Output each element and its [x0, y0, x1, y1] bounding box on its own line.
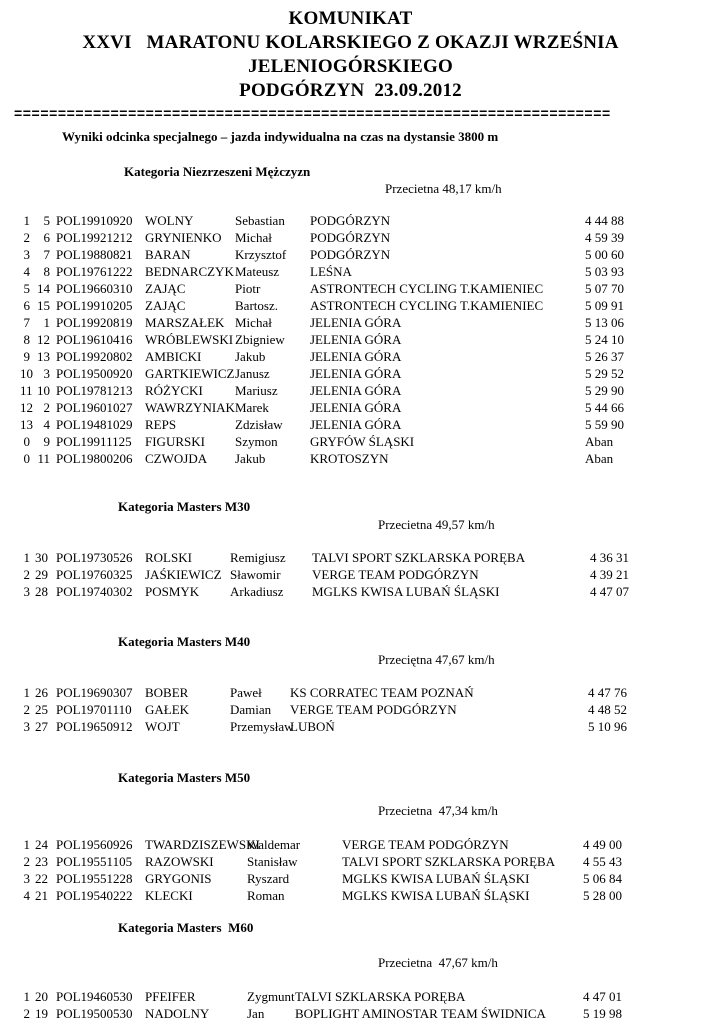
first-name-cell: Stanisław: [247, 854, 298, 869]
club-cell: JELENIA GÓRA: [310, 417, 402, 432]
surname-cell: WRÓBLEWSKI: [145, 332, 234, 347]
bib-number-cell: 12: [37, 332, 50, 347]
time-cell: 5 09 91: [585, 298, 624, 313]
club-cell: JELENIA GÓRA: [310, 332, 402, 347]
first-name-cell: Michał: [235, 230, 272, 245]
category-title: Kategoria Niezrzeszeni Mężczyzn: [124, 164, 311, 179]
separator-rule: ====================================================================: [14, 105, 611, 121]
time-cell: 5 03 93: [585, 264, 624, 279]
position-cell: 7: [23, 315, 30, 330]
club-cell: KROTOSZYN: [310, 451, 389, 466]
surname-cell: PFEIFER: [145, 989, 196, 1004]
license-id-cell: POL19650912: [56, 719, 133, 734]
first-name-cell: Paweł: [230, 685, 262, 700]
license-id-cell: POL19920802: [56, 349, 133, 364]
position-cell: 2: [23, 567, 30, 582]
club-cell: VERGE TEAM PODGÓRZYN: [312, 567, 479, 582]
bib-number-cell: 26: [35, 685, 48, 700]
club-cell: ASTRONTECH CYCLING T.KAMIENIEC: [310, 281, 544, 296]
time-cell: 5 07 70: [585, 281, 624, 296]
first-name-cell: Mariusz: [235, 383, 278, 398]
result-row: [20, 719, 680, 736]
club-cell: PODGÓRZYN: [310, 213, 391, 228]
result-row: [20, 366, 680, 383]
result-row: [20, 871, 680, 888]
first-name-cell: Ryszard: [247, 871, 290, 886]
bib-number-cell: 21: [35, 888, 48, 903]
result-row: [20, 281, 680, 298]
position-cell: 11: [20, 383, 33, 398]
time-cell: 4 44 88: [585, 213, 624, 228]
result-row: [20, 685, 680, 702]
result-row: [20, 567, 680, 584]
position-cell: 13: [20, 417, 33, 432]
category-title: Kategoria Masters M40: [118, 634, 251, 649]
first-name-cell: Michał: [235, 315, 272, 330]
time-cell: 4 49 00: [583, 837, 622, 852]
position-cell: 0: [23, 451, 30, 466]
first-name-cell: Zygmunt: [247, 989, 295, 1004]
surname-cell: AMBICKI: [145, 349, 202, 364]
surname-cell: WOJT: [145, 719, 180, 734]
position-cell: 3: [23, 247, 30, 262]
license-id-cell: POL19911125: [56, 434, 132, 449]
club-cell: TALVI SPORT SZKLARSKA PORĘBA: [312, 550, 526, 565]
bib-number-cell: 2: [43, 400, 50, 415]
bib-number-cell: 10: [37, 383, 50, 398]
surname-cell: ROLSKI: [145, 550, 192, 565]
position-cell: 1: [23, 989, 30, 1004]
result-row: [20, 349, 680, 366]
result-row: [20, 888, 680, 905]
time-cell: 5 00 60: [585, 247, 624, 262]
surname-cell: ZAJĄC: [145, 298, 186, 313]
position-cell: 4: [23, 888, 30, 903]
license-id-cell: POL19910920: [56, 213, 133, 228]
surname-cell: WAWRZYNIAK: [145, 400, 235, 415]
first-name-cell: Przemysław: [230, 719, 294, 734]
license-id-cell: POL19761222: [56, 264, 133, 279]
club-cell: JELENIA GÓRA: [310, 383, 402, 398]
category-title: Kategoria Masters M30: [118, 499, 251, 514]
bib-number-cell: 9: [43, 434, 50, 449]
category-title: Kategoria Masters M60: [118, 920, 254, 935]
first-name-cell: Zbigniew: [235, 332, 285, 347]
bib-number-cell: 19: [35, 1006, 48, 1021]
result-row: [20, 989, 680, 1006]
license-id-cell: POL19601027: [56, 400, 133, 415]
position-cell: 2: [23, 854, 30, 869]
first-name-cell: Szymon: [235, 434, 278, 449]
event-title: XXVI MARATONU KOLARSKIEGO Z OKAZJI WRZEŚNIA: [82, 32, 619, 53]
event-place-date: PODGÓRZYN 23.09.2012: [239, 80, 462, 101]
first-name-cell: Jakub: [235, 349, 266, 364]
bib-number-cell: 1: [43, 315, 50, 330]
surname-cell: RÓŻYCKI: [145, 383, 203, 398]
surname-cell: JAŚKIEWICZ: [145, 567, 222, 582]
doc-title: KOMUNIKAT: [288, 8, 413, 29]
first-name-cell: Damian: [230, 702, 272, 717]
license-id-cell: POL19481029: [56, 417, 133, 432]
position-cell: 6: [23, 298, 30, 313]
result-row: [20, 213, 680, 230]
average-speed: Przecietna 47,34 km/h: [378, 803, 498, 818]
time-cell: 5 24 10: [585, 332, 624, 347]
event-title-cont: JELENIOGÓRSKIEGO: [248, 56, 453, 77]
first-name-cell: Mateusz: [235, 264, 280, 279]
bib-number-cell: 23: [35, 854, 48, 869]
bib-number-cell: 8: [43, 264, 50, 279]
club-cell: PODGÓRZYN: [310, 247, 391, 262]
club-cell: ASTRONTECH CYCLING T.KAMIENIEC: [310, 298, 544, 313]
position-cell: 3: [23, 719, 30, 734]
category-title: Kategoria Masters M50: [118, 770, 251, 785]
surname-cell: GAŁEK: [145, 702, 190, 717]
time-cell: 5 44 66: [585, 400, 624, 415]
bib-number-cell: 22: [35, 871, 48, 886]
license-id-cell: POL19500920: [56, 366, 133, 381]
first-name-cell: Waldemar: [247, 837, 301, 852]
result-row: [20, 854, 680, 871]
surname-cell: CZWOJDA: [145, 451, 208, 466]
surname-cell: NADOLNY: [145, 1006, 210, 1021]
license-id-cell: POL19460530: [56, 989, 133, 1004]
license-id-cell: POL19880821: [56, 247, 133, 262]
bib-number-cell: 29: [35, 567, 48, 582]
surname-cell: KLECKI: [145, 888, 193, 903]
time-cell: 5 10 96: [588, 719, 627, 734]
license-id-cell: POL19800206: [56, 451, 133, 466]
bib-number-cell: 20: [35, 989, 48, 1004]
first-name-cell: Sebastian: [235, 213, 285, 228]
surname-cell: TWARDZISZEWSKI: [145, 837, 260, 852]
position-cell: 2: [23, 1006, 30, 1021]
result-row: [20, 383, 680, 400]
surname-cell: BARAN: [145, 247, 191, 262]
average-speed: Przecietna 48,17 km/h: [385, 181, 502, 196]
bib-number-cell: 13: [37, 349, 50, 364]
license-id-cell: POL19500530: [56, 1006, 133, 1021]
club-cell: TALVI SPORT SZKLARSKA PORĘBA: [342, 854, 556, 869]
surname-cell: GRYGONIS: [145, 871, 212, 886]
position-cell: 2: [23, 702, 30, 717]
time-cell: 5 28 00: [583, 888, 622, 903]
club-cell: VERGE TEAM PODGÓRZYN: [342, 837, 509, 852]
position-cell: 5: [23, 281, 30, 296]
first-name-cell: Jakub: [235, 451, 266, 466]
license-id-cell: POL19551105: [56, 854, 133, 869]
surname-cell: GARTKIEWICZ: [145, 366, 235, 381]
license-id-cell: POL19920819: [56, 315, 133, 330]
bib-number-cell: 24: [35, 837, 48, 852]
time-cell: 5 19 98: [583, 1006, 622, 1021]
surname-cell: ZAJĄC: [145, 281, 186, 296]
first-name-cell: Sławomir: [230, 567, 281, 582]
time-cell: 5 06 84: [583, 871, 622, 886]
bib-number-cell: 30: [35, 550, 48, 565]
club-cell: TALVI SZKLARSKA PORĘBA: [295, 989, 466, 1004]
bib-number-cell: 5: [43, 213, 50, 228]
average-speed: Przeciętna 47,67 km/h: [378, 652, 495, 667]
club-cell: BOPLIGHT AMINOSTAR TEAM ŚWIDNICA: [295, 1006, 546, 1021]
surname-cell: MARSZAŁEK: [145, 315, 225, 330]
license-id-cell: POL19660310: [56, 281, 133, 296]
result-row: [20, 584, 680, 601]
club-cell: GRYFÓW ŚLĄSKI: [310, 434, 415, 449]
first-name-cell: Zdzisław: [235, 417, 283, 432]
first-name-cell: Arkadiusz: [230, 584, 284, 599]
license-id-cell: POL19740302: [56, 584, 133, 599]
club-cell: MGLKS KWISA LUBAŃ ŚLĄSKI: [342, 871, 530, 886]
surname-cell: WOLNY: [145, 213, 194, 228]
position-cell: 3: [23, 584, 30, 599]
club-cell: MGLKS KWISA LUBAŃ ŚLĄSKI: [312, 584, 500, 599]
club-cell: PODGÓRZYN: [310, 230, 391, 245]
time-cell: 5 59 90: [585, 417, 624, 432]
result-row: [20, 550, 680, 567]
license-id-cell: POL19560926: [56, 837, 133, 852]
time-cell: 4 59 39: [585, 230, 624, 245]
license-id-cell: POL19921212: [56, 230, 133, 245]
first-name-cell: Remigiusz: [230, 550, 286, 565]
bib-number-cell: 11: [37, 451, 50, 466]
result-row: [20, 315, 680, 332]
time-cell: 4 55 43: [583, 854, 622, 869]
time-cell: 4 47 76: [588, 685, 627, 700]
license-id-cell: POL19701110: [56, 702, 132, 717]
club-cell: LUBOŃ: [290, 719, 335, 734]
bib-number-cell: 15: [37, 298, 50, 313]
position-cell: 10: [20, 366, 33, 381]
result-row: [20, 230, 680, 247]
time-cell: 4 39 21: [590, 567, 629, 582]
time-cell: 4 47 07: [590, 584, 629, 599]
license-id-cell: POL19551228: [56, 871, 133, 886]
first-name-cell: Krzysztof: [235, 247, 287, 262]
position-cell: 0: [23, 434, 30, 449]
position-cell: 8: [23, 332, 30, 347]
bib-number-cell: 6: [43, 230, 50, 245]
surname-cell: RAZOWSKI: [145, 854, 214, 869]
club-cell: MGLKS KWISA LUBAŃ ŚLĄSKI: [342, 888, 530, 903]
position-cell: 9: [23, 349, 30, 364]
license-id-cell: POL19730526: [56, 550, 133, 565]
bib-number-cell: 28: [35, 584, 48, 599]
time-cell: Aban: [585, 434, 614, 449]
result-row: [20, 332, 680, 349]
result-row: [20, 1006, 680, 1023]
position-cell: 2: [23, 230, 30, 245]
time-cell: 5 29 52: [585, 366, 624, 381]
first-name-cell: Janusz: [235, 366, 270, 381]
time-cell: 4 48 52: [588, 702, 627, 717]
result-row: [20, 400, 680, 417]
average-speed: Przecietna 49,57 km/h: [378, 517, 495, 532]
first-name-cell: Jan: [247, 1006, 265, 1021]
bib-number-cell: 7: [43, 247, 50, 262]
position-cell: 1: [23, 213, 30, 228]
bib-number-cell: 4: [43, 417, 50, 432]
result-row: [20, 451, 680, 468]
license-id-cell: POL19540222: [56, 888, 133, 903]
time-cell: 5 13 06: [585, 315, 624, 330]
club-cell: JELENIA GÓRA: [310, 400, 402, 415]
club-cell: JELENIA GÓRA: [310, 349, 402, 364]
license-id-cell: POL19690307: [56, 685, 133, 700]
club-cell: JELENIA GÓRA: [310, 315, 402, 330]
surname-cell: GRYNIENKO: [145, 230, 222, 245]
first-name-cell: Piotr: [235, 281, 261, 296]
position-cell: 1: [23, 685, 30, 700]
license-id-cell: POL19760325: [56, 567, 133, 582]
license-id-cell: POL19781213: [56, 383, 133, 398]
surname-cell: REPS: [145, 417, 177, 432]
time-cell: Aban: [585, 451, 614, 466]
first-name-cell: Marek: [235, 400, 269, 415]
position-cell: 12: [20, 400, 33, 415]
average-speed: Przecietna 47,67 km/h: [378, 955, 498, 970]
stage-subtitle: Wyniki odcinka specjalnego – jazda indywidualna na czas na dystansie 3800 m: [62, 129, 499, 144]
club-cell: VERGE TEAM PODGÓRZYN: [290, 702, 457, 717]
license-id-cell: POL19910205: [56, 298, 133, 313]
result-row: [20, 434, 680, 451]
surname-cell: BOBER: [145, 685, 189, 700]
club-cell: LEŚNA: [310, 264, 352, 279]
time-cell: 4 36 31: [590, 550, 629, 565]
bib-number-cell: 25: [35, 702, 48, 717]
time-cell: 4 47 01: [583, 989, 622, 1004]
first-name-cell: Bartosz.: [235, 298, 278, 313]
first-name-cell: Roman: [247, 888, 285, 903]
bib-number-cell: 3: [43, 366, 50, 381]
position-cell: 3: [23, 871, 30, 886]
result-row: [20, 247, 680, 264]
result-row: [20, 837, 680, 854]
result-row: [20, 417, 680, 434]
bib-number-cell: 27: [35, 719, 48, 734]
bib-number-cell: 14: [37, 281, 50, 296]
result-row: [20, 264, 680, 281]
surname-cell: POSMYK: [145, 584, 200, 599]
position-cell: 4: [23, 264, 30, 279]
time-cell: 5 29 90: [585, 383, 624, 398]
club-cell: KS CORRATEC TEAM POZNAŃ: [290, 685, 474, 700]
surname-cell: FIGURSKI: [145, 434, 205, 449]
club-cell: JELENIA GÓRA: [310, 366, 402, 381]
surname-cell: BEDNARCZYK: [145, 264, 234, 279]
position-cell: 1: [23, 837, 30, 852]
result-row: [20, 298, 680, 315]
time-cell: 5 26 37: [585, 349, 624, 364]
license-id-cell: POL19610416: [56, 332, 133, 347]
position-cell: 1: [23, 550, 30, 565]
result-row: [20, 702, 680, 719]
